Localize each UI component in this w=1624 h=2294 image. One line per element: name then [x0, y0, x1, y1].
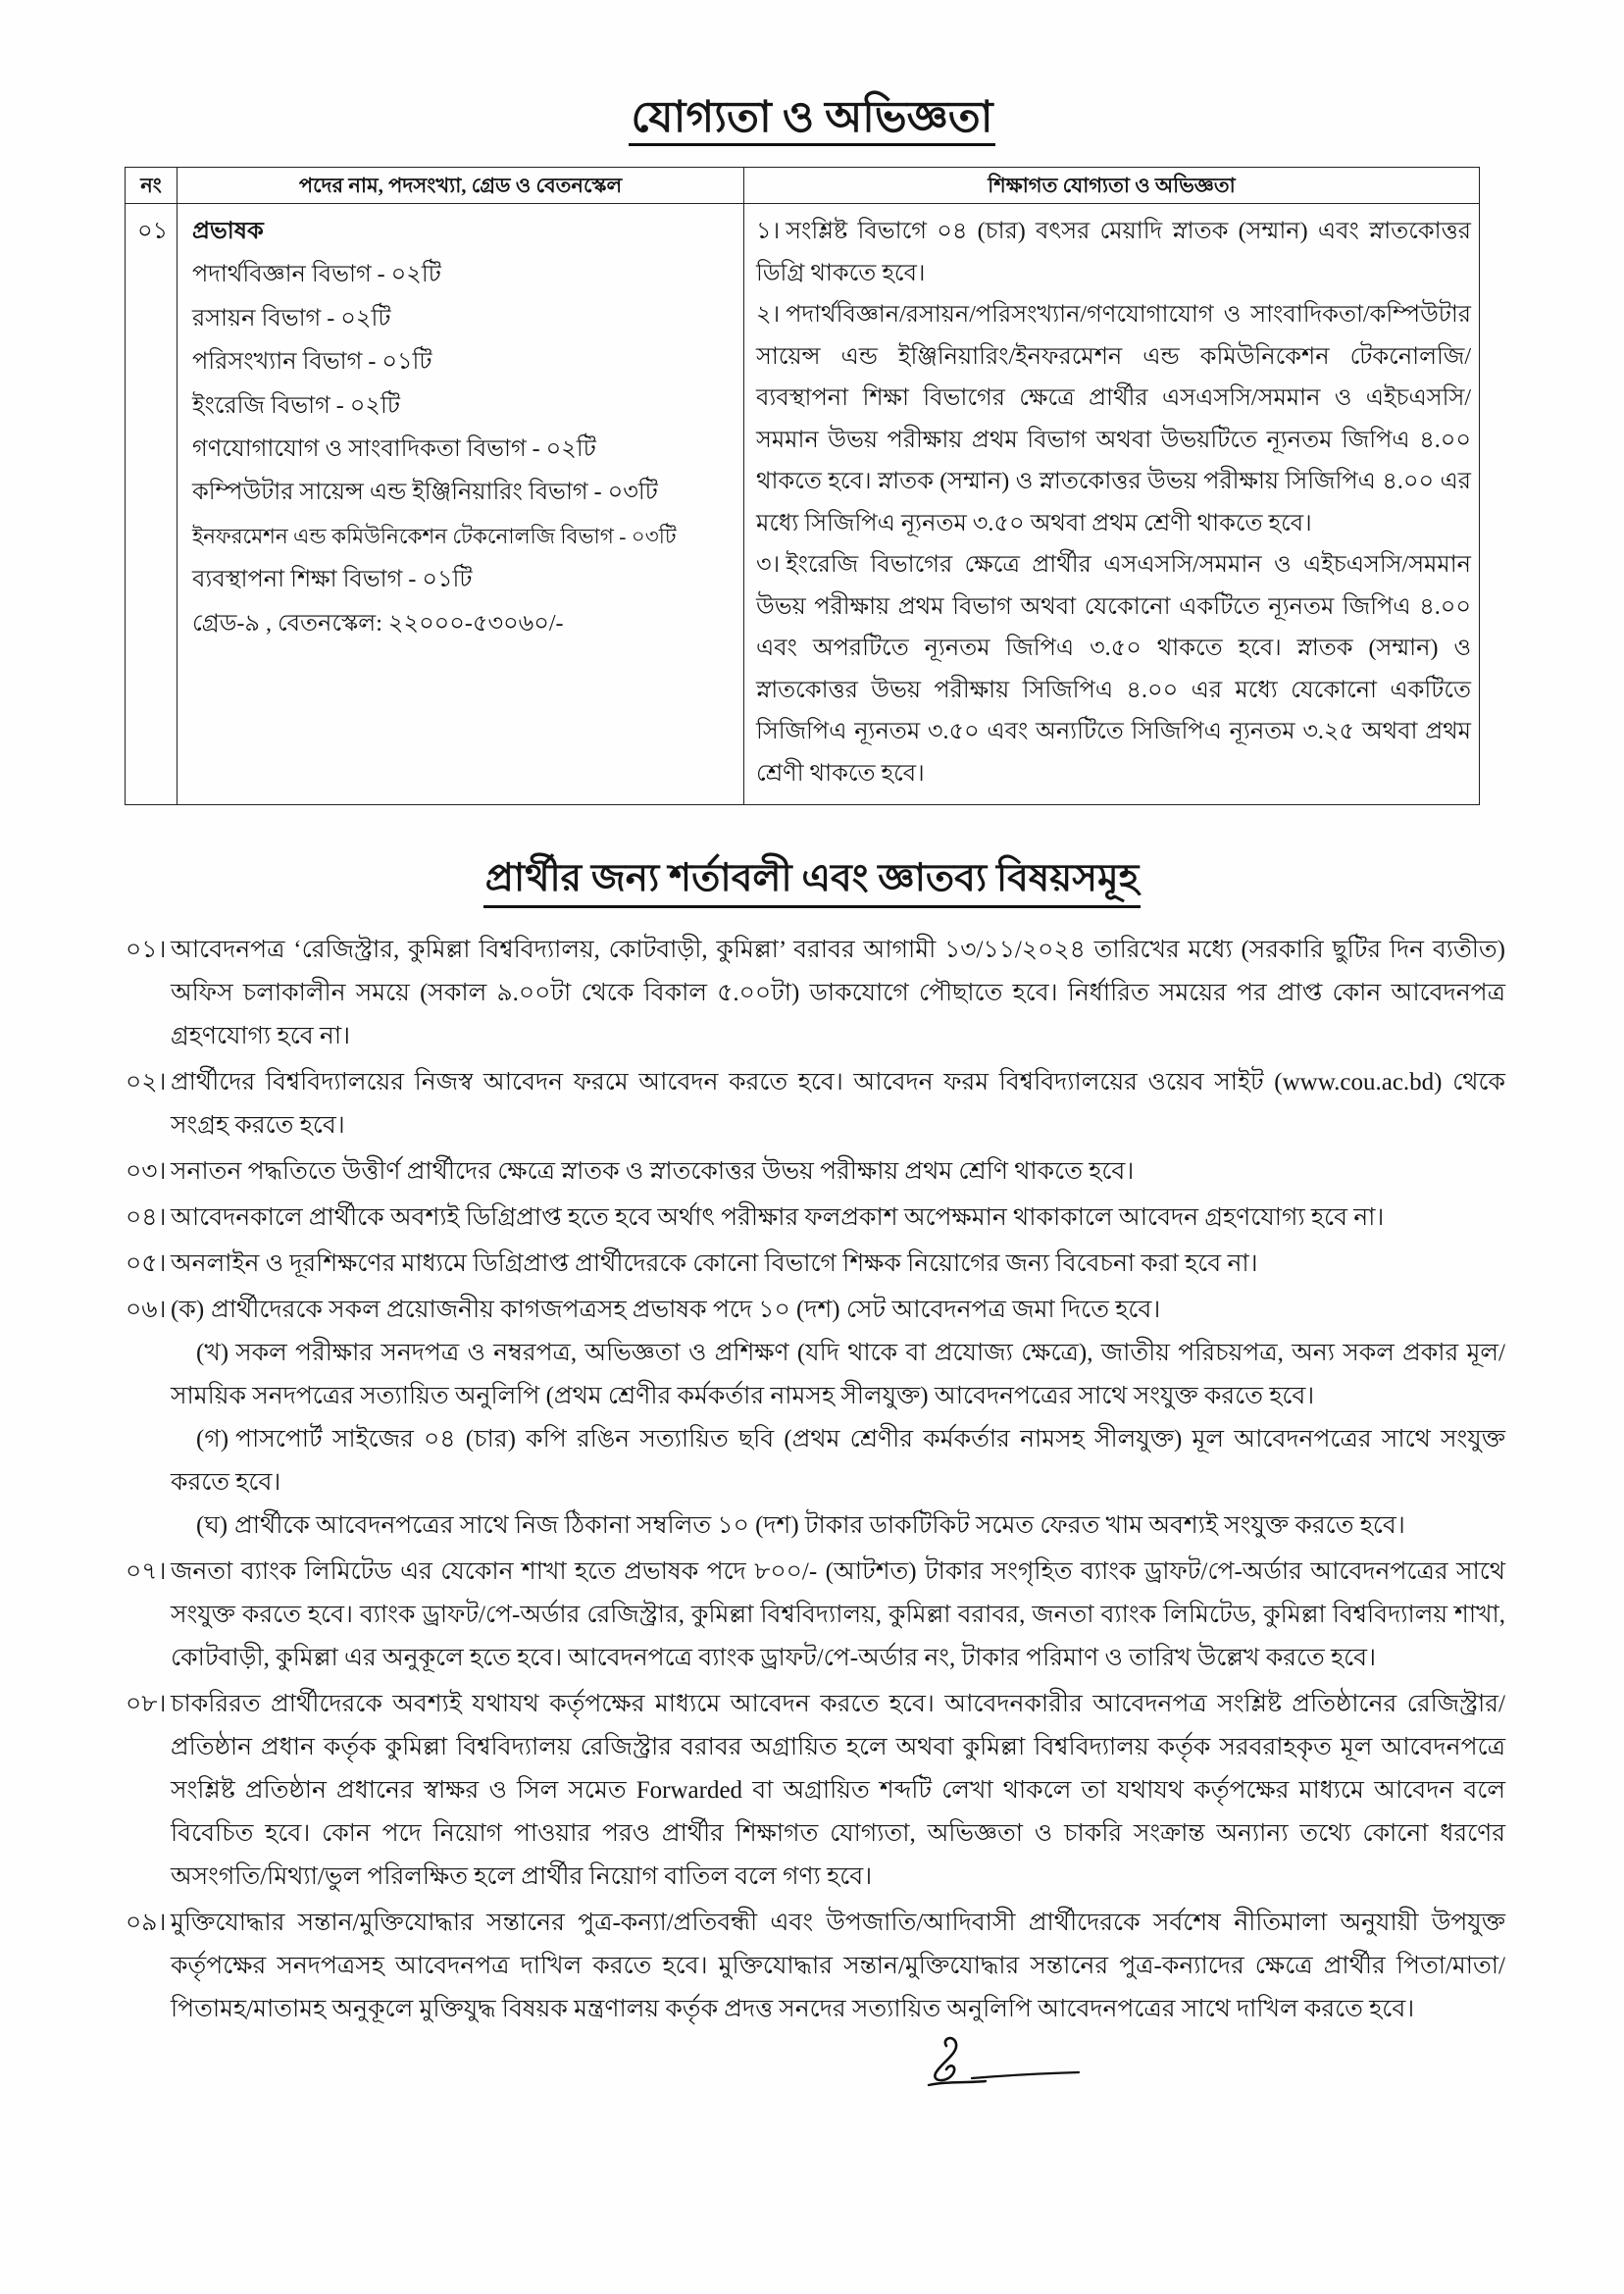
qualification-title-block	[0, 0, 1624, 148]
condition-item	[126, 1197, 1505, 1240]
condition-number: ০২।	[126, 1069, 167, 1096]
department-item: ইংরেজি বিভাগ - ০২টি	[192, 392, 400, 419]
subitem-text: পাসপোর্ট সাইজের ০৪ (চার) কপি রঙিন সত্যায়িত ছবি (প্রথম শ্রেণীর কর্মকর্তার নামসহ সীলযুক্ত) মূল আবেদনপত্রের সাথে সংযুক্ত করতে হবে।	[171, 1426, 1505, 1496]
conditions-list	[126, 929, 1505, 2031]
condition-subitems	[171, 1289, 1505, 1548]
qualification-text: ইংরেজি বিভাগের ক্ষেত্রে প্রার্থীর এসএসসি/সমমান ও এইচএসসি/সমমান উভয় পরীক্ষায় প্রথম বিভাগ অথবা যেকোনো একটিতে ন্যূনতম জিপিএ ৪.০০ এবং অপরটিতে ন্যূনতম জিপিএ ৩.৫০ থাকতে হবে। স্নাতক (সম্মান) ও স্নাতকোত্তর উভয় পরীক্ষায় সিজিপিএ ৪.০০ এর মধ্যে যেকোনো একটিতে সিজিপিএ ন্যূনতম ৩.৫০ এবং অন্যটিতে সিজিপিএ ন্যূনতম ৩.২৫ অথবা প্রথম শ্রেণী থাকতে হবে।	[756, 552, 1471, 787]
qualification-text: সংশ্লিষ্ট বিভাগে ০৪ (চার) বৎসর মেয়াদি স্নাতক (সম্মান) এবং স্নাতকোত্তর ডিগ্রি থাকতে হবে।	[756, 219, 1471, 286]
condition-item	[126, 1243, 1505, 1286]
subitem-text: প্রার্থীকে আবেদনপত্রের সাথে নিজ ঠিকানা সম্বলিত ১০ (দশ) টাকার ডাকটিকিট সমেত ফেরত খাম অবশ্যই সংযুক্ত করতে হবে।	[234, 1512, 1405, 1539]
qualification-number: ১।	[756, 219, 781, 244]
qualification-item	[756, 211, 1471, 294]
condition-text: মুক্তিযোদ্ধার সন্তান/মুক্তিযোদ্ধার সন্তানের পুত্র-কন্যা/প্রতিবন্ধী এবং উপজাতি/আদিবাসী প্রার্থীদেরকে সর্বশেষ নীতিমালা অনুযায়ী উপযুক্ত কর্তৃপক্ষের সনদপত্রসহ আবেদনপত্র দাখিল করতে হবে। মুক্তিযোদ্ধার সন্তান/মুক্তিযোদ্ধার সন্তানের পুত্র-কন্যাদের ক্ষেত্রে প্রার্থীর পিতা/মাতা/পিতামহ/মাতামহ অনুকূলে মুক্তিযুদ্ধ বিষয়ক মন্ত্রণালয় কর্তৃক প্রদত্ত সনদের সত্যায়িত অনুলিপি আবেদনপত্রের সাথে দাখিল করতে হবে।	[171, 1910, 1505, 2022]
condition-number: ০৭।	[126, 1558, 167, 1585]
condition-subitem	[171, 1332, 1505, 1418]
header-qualification: শিক্ষাগত যোগ্যতা ও অভিজ্ঞতা	[744, 168, 1480, 204]
grade-pay-scale: গ্রেড-৯ , বেতনস্কেল: ২২০০০-৫৩০৬০/-	[192, 610, 564, 637]
subitem-label: (ক)	[171, 1297, 205, 1323]
condition-item	[126, 1551, 1505, 1680]
condition-number: ০৯।	[126, 1910, 167, 1936]
row-serial: ০১	[126, 204, 178, 805]
condition-text: জনতা ব্যাংক লিমিটেড এর যেকোন শাখা হতে প্রভাষক পদে ৮০০/- (আটশত) টাকার সংগৃহিত ব্যাংক ড্রাফট/পে-অর্ডার আবেদনপত্রের সাথে সংযুক্ত করতে হবে। ব্যাংক ড্রাফট/পে-অর্ডার রেজিস্ট্রার, কুমিল্লা বিশ্ববিদ্যালয়, কুমিল্লা বরাবর, জনতা ব্যাংক লিমিটেড, কুমিল্লা বিশ্ববিদ্যালয় শাখা, কোটবাড়ী, কুমিল্লা এর অনুকূলে হতে হবে। আবেদনপত্রে ব্যাংক ড্রাফট/পে-অর্ডার নং, টাকার পরিমাণ ও তারিখ উল্লেখ করতে হবে।	[171, 1558, 1505, 1671]
department-item: কম্পিউটার সায়েন্স এন্ড ইঞ্জিনিয়ারিং বিভাগ - ০৩টি	[192, 480, 658, 506]
department-item: পদার্থবিজ্ঞান বিভাগ - ০২টি	[192, 262, 441, 288]
signature	[917, 2026, 1084, 2101]
department-item: পরিসংখ্যান বিভাগ - ০১টি	[192, 349, 432, 376]
subitem-text: প্রার্থীদেরকে সকল প্রয়োজনীয় কাগজপত্রসহ প্রভাষক পদে ১০ (দশ) সেট আবেদনপত্র জমা দিতে হবে।	[211, 1297, 1161, 1323]
header-serial: নং	[126, 168, 178, 204]
condition-number: ০৬।	[126, 1297, 167, 1323]
condition-text: চাকরিরত প্রার্থীদেরকে অবশ্যই যথাযথ কর্তৃপক্ষের মাধ্যমে আবেদন করতে হবে। আবেদনকারীর আবেদনপত্র সংশ্লিষ্ট প্রতিষ্ঠানের রেজিস্ট্রার/প্রতিষ্ঠান প্রধান কর্তৃক কুমিল্লা বিশ্ববিদ্যালয় রেজিস্ট্রার বরাবর অগ্রায়িত হলে অথবা কুমিল্লা বিশ্ববিদ্যালয় কর্তৃক সরবরাহকৃত মূল আবেদনপত্রে সংশ্লিষ্ট প্রতিষ্ঠান প্রধানের স্বাক্ষর ও সিল সমেত Forwarded বা অগ্রায়িত শব্দটি লেখা থাকলে তা যথাযথ কর্তৃপক্ষের মাধ্যমে আবেদন বলে বিবেচিত হবে। কোন পদে নিয়োগ পাওয়ার পরও প্রার্থীর শিক্ষাগত যোগ্যতা, অভিজ্ঞতা ও চাকরি সংক্রান্ত অন্যান্য তথ্যে কোনো ধরণের অসংগতি/মিথ্যা/ভুল পরিলক্ষিত হলে প্রার্থীর নিয়োগ বাতিল বলে গণ্য হবে।	[171, 1691, 1505, 1890]
qualification-item	[756, 294, 1471, 544]
qualification-item	[756, 544, 1471, 794]
department-item: গণযোগাযোগ ও সাংবাদিকতা বিভাগ - ০২টি	[192, 436, 596, 463]
condition-text: আবেদনপত্র ‘রেজিস্ট্রার, কুমিল্লা বিশ্ববিদ্যালয়, কোটবাড়ী, কুমিল্লা’ বরাবর আগামী ১৩/১১/২০২৪ তারিখের মধ্যে (সরকারি ছুটির দিন ব্যতীত) অফিস চলাকালীন সময়ে (সকাল ৯.০০টা থেকে বিকাল ৫.০০টা) ডাকযোগে পৌছাতে হবে। নির্ধারিত সময়ের পর প্রাপ্ত কোন আবেদনপত্র গ্রহণযোগ্য হবে না।	[171, 937, 1506, 1049]
qualification-number: ৩।	[756, 552, 781, 578]
post-title: প্রভাষক	[192, 219, 264, 244]
header-post: পদের নাম, পদসংখ্যা, গ্রেড ও বেতনস্কেল	[178, 168, 744, 204]
condition-text: অনলাইন ও দূরশিক্ষণের মাধ্যমে ডিগ্রিপ্রাপ্ত প্রার্থীদেরকে কোনো বিভাগে শিক্ষক নিয়োগের জন্য বিবেচনা করা হবে না।	[171, 1250, 1258, 1277]
table-header-row	[126, 168, 1480, 204]
condition-item	[126, 1150, 1505, 1194]
subitem-label: (গ)	[196, 1426, 229, 1453]
condition-text: প্রার্থীদের বিশ্ববিদ্যালয়ের নিজস্ব আবেদন ফরমে আবেদন করতে হবে। আবেদন ফরম বিশ্ববিদ্যালয়ের ওয়েব সাইট (www.cou.ac.bd) থেকে সংগ্রহ করতে হবে।	[171, 1069, 1505, 1139]
condition-text: আবেদনকালে প্রার্থীকে অবশ্যই ডিগ্রিপ্রাপ্ত হতে হবে অর্থাৎ পরীক্ষার ফলপ্রকাশ অপেক্ষমান থাকাকালে আবেদন গ্রহণযোগ্য হবে না।	[171, 1204, 1385, 1231]
condition-item	[126, 1683, 1505, 1899]
department-item: ইনফরমেশন এন্ড কমিউনিকেশন টেকনোলজি বিভাগ - ০৩টি	[192, 524, 677, 548]
condition-subitem	[171, 1504, 1505, 1548]
qualification-cell	[744, 204, 1480, 805]
condition-item	[126, 1061, 1505, 1147]
conditions-title: প্রার্থীর জন্য শর্তাবলী এবং জ্ঞাতব্য বিষয়সমূহ	[483, 852, 1141, 908]
subitem-text: সকল পরীক্ষার সনদপত্র ও নম্বরপত্র, অভিজ্ঞতা ও প্রশিক্ষণ (যদি থাকে বা প্রযোজ্য ক্ষেত্রে), জাতীয় পরিচয়পত্র, অন্য সকল প্রকার মূল/সাময়িক সনদপত্রের সত্যায়িত অনুলিপি (প্রথম শ্রেণীর কর্মকর্তার নামসহ সীলযুক্ত) আবেদনপত্রের সাথে সংযুক্ত করতে হবে।	[171, 1340, 1505, 1409]
conditions-title-block	[0, 852, 1624, 908]
condition-subitem	[171, 1289, 1505, 1332]
condition-number: ০৮।	[126, 1691, 167, 1717]
department-item: ব্যবস্থাপনা শিক্ষা বিভাগ - ০১টি	[192, 567, 473, 593]
condition-number: ০৪।	[126, 1204, 167, 1231]
condition-number: ০৩।	[126, 1158, 167, 1185]
subitem-label: (ঘ)	[196, 1512, 228, 1539]
department-item: রসায়ন বিভাগ - ০২টি	[192, 305, 391, 331]
condition-item	[126, 929, 1505, 1058]
post-cell	[178, 204, 744, 805]
table-row	[126, 204, 1480, 805]
qualification-text: পদার্থবিজ্ঞান/রসায়ন/পরিসংখ্যান/গণযোগাযোগ ও সাংবাদিকতা/কম্পিউটার সায়েন্স এন্ড ইঞ্জিনিয়ারিং/ইনফরমেশন এন্ড কমিউনিকেশন টেকনোলজি/ব্যবস্থাপনা শিক্ষা বিভাগের ক্ষেত্রে প্রার্থীর এসএসসি/সমমান ও এইচএসসি/সমমান উভয় পরীক্ষায় প্রথম বিভাগ অথবা উভয়টিতে ন্যূনতম জিপিএ ৪.০০ থাকতে হবে। স্নাতক (সম্মান) ও স্নাতকোত্তর উভয় পরীক্ষায় সিজিপিএ ৪.০০ এর মধ্যে সিজিপিএ ন্যূনতম ৩.৫০ অথবা প্রথম শ্রেণী থাকতে হবে।	[756, 302, 1471, 536]
subitem-label: (খ)	[196, 1340, 229, 1366]
condition-subitem	[171, 1418, 1505, 1504]
qualification-table	[125, 167, 1480, 805]
qualification-title: যোগ্যতা ও অভিজ্ঞতা	[629, 92, 994, 146]
condition-text: সনাতন পদ্ধতিতে উত্তীর্ণ প্রার্থীদের ক্ষেত্রে স্নাতক ও স্নাতকোত্তর উভয় পরীক্ষায় প্রথম শ্রেণি থাকতে হবে।	[171, 1158, 1135, 1185]
condition-number: ০৫।	[126, 1250, 167, 1277]
condition-item	[126, 1289, 1505, 1548]
condition-item	[126, 1902, 1505, 2031]
qualification-number: ২।	[756, 302, 781, 328]
condition-number: ০১।	[126, 937, 167, 963]
